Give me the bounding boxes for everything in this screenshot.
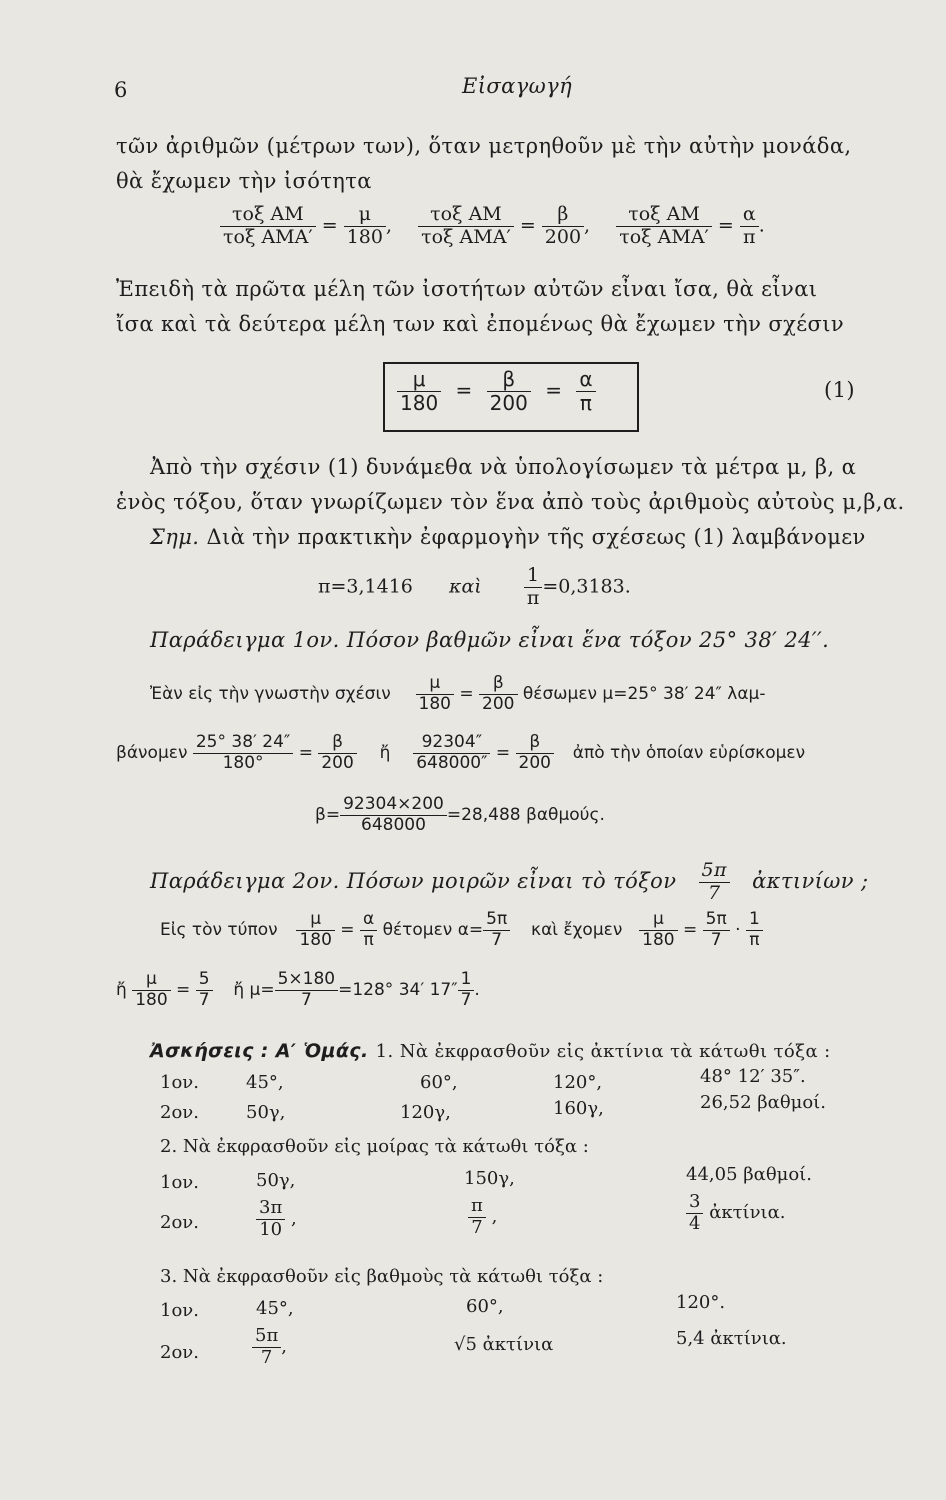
example2-line-2: ἤ $\frac{\mu}{180}$ = $\frac{5}{7}$ ἤ μ= $\frac{5\times 180}{7}$ =128° 34′ 17″ $\frac{1}{7}$ .: [116, 969, 480, 1010]
running-title: Εἰσαγωγή: [462, 74, 573, 98]
fraction-alpha-pi: $\frac{\alpha}{\pi}$: [740, 204, 759, 249]
box-fraction-beta: $\frac{\beta}{200}$: [487, 368, 531, 415]
para3-line-2: ἑνὸς τόξου, ὅταν γνωρίζωμεν τὸν ἕνα ἀπὸ τοὺς ἀριθμοὺς αὐτοὺς μ,β,α.: [116, 490, 905, 514]
example2-title: Παράδειγμα 2ον. Πόσων μοιρῶν εἶναι τὸ τόξον $\frac{5\pi}{7}$ ἀκτινίων ;: [150, 859, 869, 904]
fraction-mu-180: $\frac{\mu}{180}$: [344, 204, 386, 249]
exercise-q2: 2. Νὰ ἐκφρασθοῦν εἰς μοίρας τὰ κάτωθι τόξα :: [160, 1136, 589, 1157]
para2-line-1: Ἐπειδὴ τὰ πρῶτα μέλη τῶν ἰσοτήτων αὐτῶν εἶναι ἴσα, θὰ εἶναι: [116, 277, 818, 301]
ratio-equalities: $\frac{\text{τοξ AM}}{\text{τοξ AMA′}}$ = $\frac{\mu}{180}$ , $\frac{\text{τοξ AM}}{\text{τοξ AMA′}}$ = $\frac{\beta}{200}$ , $\frac{\text{τοξ AM}}{\text{τοξ AMA′}}$ = $\frac{\alpha}{\pi}$ .: [220, 204, 765, 249]
box-fraction-mu: $\frac{\mu}{180}$: [397, 368, 441, 415]
exercises-heading-line: [150, 1038, 831, 1062]
fraction-arc-ratio-3: $\frac{\text{τοξ AM}}{\text{τοξ AMA′}}$: [616, 204, 712, 249]
note-label: Σημ.: [150, 525, 200, 549]
exercise-q3: 3. Νὰ ἐκφρασθοῦν εἰς βαθμοὺς τὰ κάτωθι τόξα :: [160, 1266, 604, 1287]
example1-line-1: Ἐὰν εἰς τὴν γνωστὴν σχέσιν $\frac{\mu}{180}$ = $\frac{\beta}{200}$ θέσωμεν μ=25° 38′ 24″ λαμ-: [150, 673, 766, 714]
para3-line-1: Ἀπὸ τὴν σχέσιν (1) δυνάμεθα νὰ ὑπολογίσωμεν τὰ μέτρα μ, β, α: [150, 455, 857, 479]
fraction-arc-ratio-1: $\frac{\text{τοξ AM}}{\text{τοξ AMA′}}$: [220, 204, 316, 249]
example1-title: Παράδειγμα 1ον. Πόσον βαθμῶν εἶναι ἕνα τόξον 25° 38′ 24′′.: [150, 628, 830, 652]
para2-line-2: ἴσα καὶ τὰ δεύτερα μέλη των καὶ ἐπομένως θὰ ἔχωμεν τὴν σχέσιν: [116, 312, 845, 336]
boxed-relation: $\frac{\mu}{180}$ = $\frac{\beta}{200}$ = $\frac{\alpha}{\pi}$: [383, 362, 639, 432]
fraction-beta-200: $\frac{\beta}{200}$: [542, 204, 584, 249]
exercise-q1: 1. Νὰ ἐκφρασθοῦν εἰς ἀκτίνια τὰ κάτωθι τόξα :: [375, 1041, 831, 1062]
fraction-arc-ratio-2: $\frac{\text{τοξ AM}}{\text{τοξ AMA′}}$: [418, 204, 514, 249]
example2-line-1: Εἰς τὸν τύπον $\frac{\mu}{180}$ = $\frac{\alpha}{\pi}$ θέτομεν α= $\frac{5\pi}{7}$ καὶ ἔχομεν $\frac{\mu}{180}$ = $\frac{5\pi}{7}$ · $\frac{1}{\pi}$: [160, 910, 763, 950]
example1-line-2: βάνομεν $\frac{25^\circ 38' 24''}{180^\circ}$ = $\frac{\beta}{200}$ ἤ $\frac{92304''}{648000''}$ = $\frac{\beta}{200}$ ἀπὸ τὴν ὁποίαν εὑρίσκομεν: [116, 732, 806, 773]
box-fraction-alpha: $\frac{\alpha}{\pi}$: [576, 368, 595, 415]
fraction-one-over-pi: $\frac{1}{\pi}$: [524, 565, 543, 610]
pi-values: π=3,1416 καὶ $\frac{1}{\pi}$ =0,3183.: [318, 564, 631, 609]
intro-line-2: θὰ ἔχωμεν τὴν ἰσότητα: [116, 169, 372, 193]
exercises-heading: Ἀσκήσεις : Α′ Ὁμάς.: [150, 1040, 369, 1062]
intro-line-1: τῶν ἀριθμῶν (μέτρων των), ὅταν μετρηθοῦν μὲ τὴν αὐτὴν μονάδα,: [116, 134, 852, 158]
equation-label: (1): [824, 378, 855, 402]
page-number: 6: [114, 78, 128, 102]
example1-result: β= $\frac{92304\times 200}{648000}$ =28,488 βαθμούς.: [315, 794, 605, 835]
para3-line-3: Σημ. Διὰ τὴν πρακτικὴν ἐφαρμογὴν τῆς σχέσεως (1) λαμβάνομεν: [150, 525, 866, 549]
